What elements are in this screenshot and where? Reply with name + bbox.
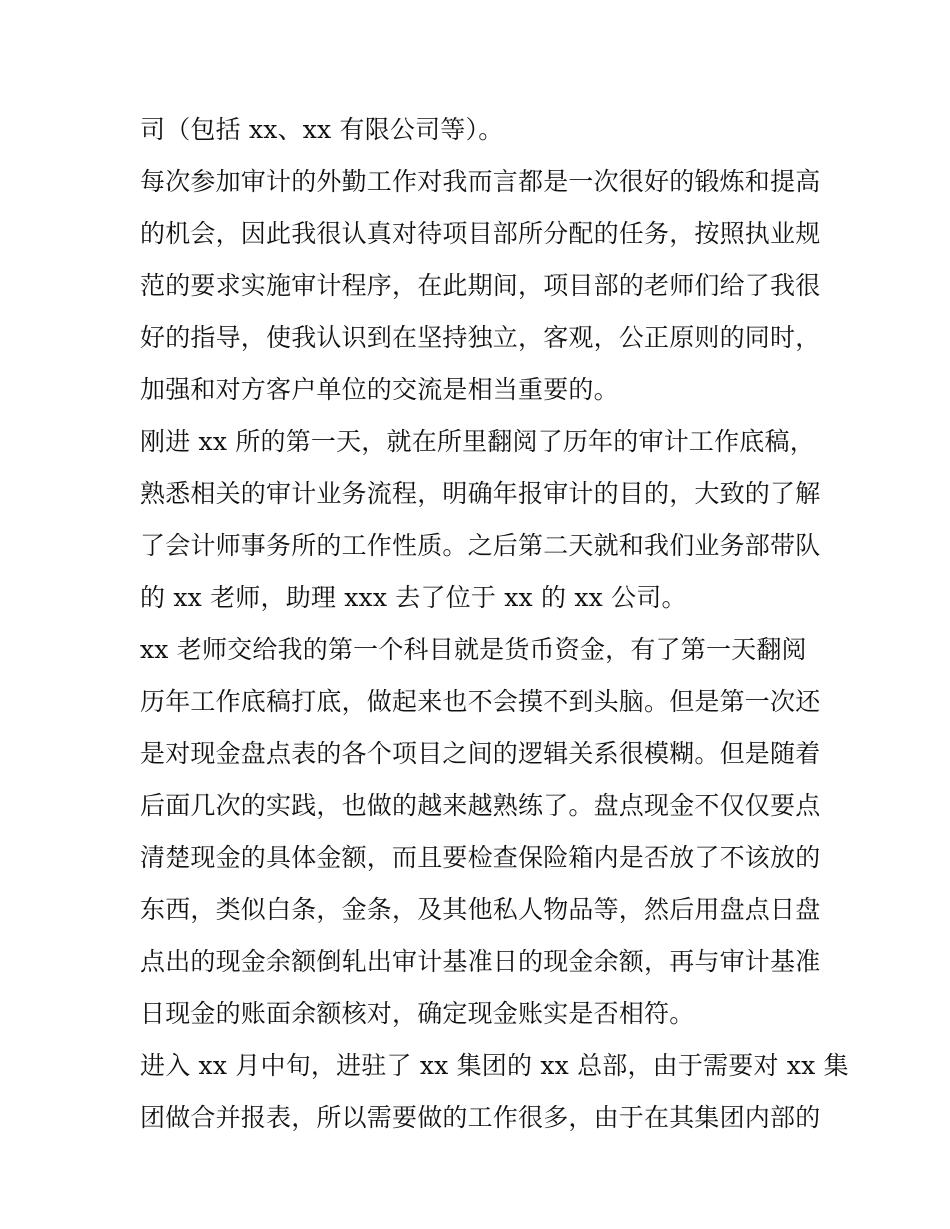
text-line: 历年工作底稿打底，做起来也不会摸不到头脑。但是第一次还 bbox=[140, 687, 821, 716]
text-line: 司（包括 xx、xx 有限公司等）。 bbox=[140, 115, 504, 144]
text-line: 东西，类似白条，金条，及其他私人物品等，然后用盘点日盘 bbox=[140, 895, 821, 924]
text-line: 加强和对方客户单位的交流是相当重要的。 bbox=[140, 375, 619, 404]
text-line: 后面几次的实践，也做的越来越熟练了。盘点现金不仅仅要点 bbox=[140, 791, 821, 820]
text-line: 点出的现金余额倒轧出审计基准日的现金余额，再与审计基准 bbox=[140, 947, 821, 976]
text-line: xx 老师交给我的第一个科目就是货币资金，有了第一天翻阅 bbox=[140, 635, 807, 664]
text-line: 进入 xx 月中旬，进驻了 xx 集团的 xx 总部，由于需要对 xx 集 bbox=[140, 1051, 849, 1080]
text-line: 了会计师事务所的工作性质。之后第二天就和我们业务部带队 bbox=[140, 531, 821, 560]
text-line: 好的指导，使我认识到在坚持独立，客观，公正原则的同时， bbox=[140, 323, 821, 352]
text-line: 是对现金盘点表的各个项目之间的逻辑关系很模糊。但是随着 bbox=[140, 739, 821, 768]
text-line: 每次参加审计的外勤工作对我而言都是一次很好的锻炼和提高 bbox=[140, 167, 821, 196]
text-line: 刚进 xx 所的第一天，就在所里翻阅了历年的审计工作底稿， bbox=[140, 427, 815, 456]
text-line: 的机会，因此我很认真对待项目部所分配的任务，按照执业规 bbox=[140, 219, 821, 248]
text-line: 清楚现金的具体金额，而且要检查保险箱内是否放了不该放的 bbox=[140, 843, 821, 872]
text-line: 日现金的账面余额核对，确定现金账实是否相符。 bbox=[140, 999, 695, 1028]
text-line: 熟悉相关的审计业务流程，明确年报审计的目的，大致的了解 bbox=[140, 479, 821, 508]
text-line: 的 xx 老师，助理 xxx 去了位于 xx 的 xx 公司。 bbox=[140, 583, 687, 612]
text-line: 范的要求实施审计程序，在此期间，项目部的老师们给了我很 bbox=[140, 271, 821, 300]
text-line: 团做合并报表，所以需要做的工作很多，由于在其集团内部的 bbox=[140, 1103, 821, 1132]
